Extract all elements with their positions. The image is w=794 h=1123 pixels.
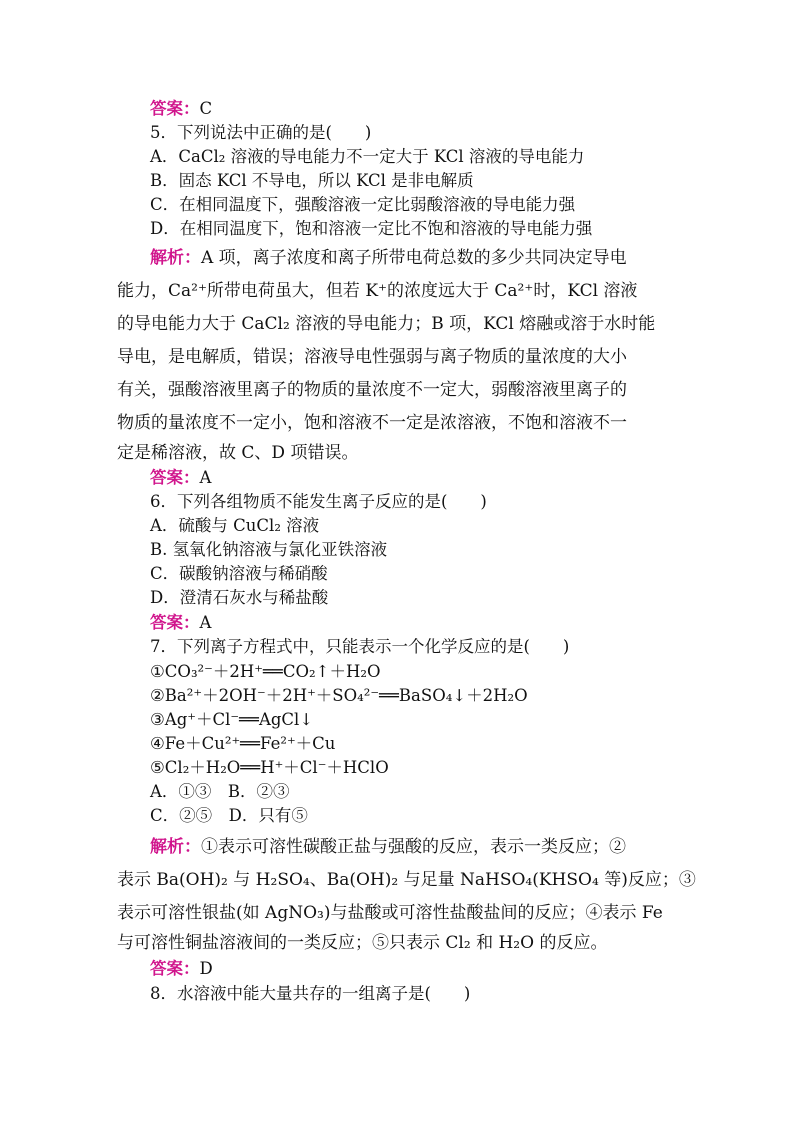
analysis-line: 有关，强酸溶液里离子的物质的量浓度不一定大，弱酸溶液里离子的 [117, 380, 627, 400]
analysis-line: 的导电能力大于 CaCl₂ 溶液的导电能力；B 项，KCl 熔融或溶于水时能 [117, 314, 656, 334]
question-5-stem: 5．下列说法中正确的是( ) [150, 123, 372, 142]
analysis-text: ①表示可溶性碳酸正盐与强酸的反应，表示一类反应；② [201, 837, 626, 857]
analysis-line: 定是稀溶液，故 C、D 项错误。 [117, 443, 359, 463]
q5-option-d: D．在相同温度下，饱和溶液一定比不饱和溶液的导电能力强 [150, 219, 593, 238]
analysis-line: 导电，是电解质，错误；溶液导电性强弱与离子物质的量浓度的大小 [117, 347, 627, 367]
analysis-line [150, 247, 627, 269]
q6-option-b: B. 氢氧化钠溶液与氯化亚铁溶液 [150, 540, 388, 559]
q7-options-ab: A．①③ B．②③ [150, 782, 290, 801]
answer-label: 答案： [150, 959, 200, 978]
q7-equation-2: ②Ba²⁺＋2OH⁻＋2H⁺＋SO₄²⁻══BaSO₄↓＋2H₂O [150, 686, 528, 705]
answer-line [150, 98, 212, 120]
q7-equation-4: ④Fe＋Cu²⁺══Fe²⁺＋Cu [150, 734, 336, 753]
analysis-label: 解析： [150, 248, 201, 268]
analysis-line: 表示 Ba(OH)₂ 与 H₂SO₄、Ba(OH)₂ 与足量 NaHSO₄(KHSO₄ 等)反应；③ [117, 870, 696, 890]
question-6-stem: 6．下列各组物质不能发生离子反应的是( ) [150, 492, 487, 511]
answer-label: 答案： [150, 613, 200, 632]
analysis-line: 与可溶性铜盐溶液间的一类反应；⑤只表示 Cl₂ 和 H₂O 的反应。 [117, 933, 608, 953]
q5-option-b: B．固态 KCl 不导电，所以 KCl 是非电解质 [150, 171, 474, 190]
q7-equation-1: ①CO₃²⁻＋2H⁺══CO₂↑＋H₂O [150, 662, 381, 681]
q6-option-a: A．硫酸与 CuCl₂ 溶液 [150, 516, 320, 535]
answer-value: D [199, 959, 213, 978]
question-7-stem: 7．下列离子方程式中，只能表示一个化学反应的是( ) [150, 637, 570, 656]
answer-line [150, 958, 213, 980]
answer-line [150, 467, 211, 489]
answer-value: A [199, 613, 212, 632]
analysis-text: A 项，离子浓度和离子所带电荷总数的多少共同决定导电 [201, 248, 627, 268]
q6-option-c: C．碳酸钠溶液与稀硝酸 [150, 564, 328, 583]
analysis-line [150, 836, 626, 858]
analysis-label: 解析： [150, 837, 201, 857]
answer-value: A [199, 468, 212, 487]
answer-label: 答案： [150, 99, 200, 118]
q6-option-d: D．澄清石灰水与稀盐酸 [150, 588, 329, 607]
answer-label: 答案： [150, 468, 200, 487]
q5-option-c: C．在相同温度下，强酸溶液一定比弱酸溶液的导电能力强 [150, 195, 576, 214]
q7-equation-5: ⑤Cl₂＋H₂O══H⁺＋Cl⁻＋HClO [150, 758, 389, 777]
q5-option-a: A．CaCl₂ 溶液的导电能力不一定大于 KCl 溶液的导电能力 [150, 147, 585, 166]
answer-value: C [199, 99, 213, 118]
analysis-line: 表示可溶性银盐(如 AgNO₃)与盐酸或可溶性盐酸盐间的反应；④表示 Fe [117, 903, 663, 923]
analysis-line: 物质的量浓度不一定小，饱和溶液不一定是浓溶液，不饱和溶液不一 [117, 413, 627, 433]
analysis-line: 能力，Ca²⁺所带电荷虽大，但若 K⁺的浓度远大于 Ca²⁺时，KCl 溶液 [117, 281, 638, 301]
question-8-stem: 8．水溶液中能大量共存的一组离子是( ) [150, 984, 471, 1003]
q7-equation-3: ③Ag⁺＋Cl⁻══AgCl↓ [150, 710, 314, 729]
answer-line [150, 612, 211, 634]
q7-options-cd: C．②⑤ D．只有⑤ [150, 806, 308, 825]
